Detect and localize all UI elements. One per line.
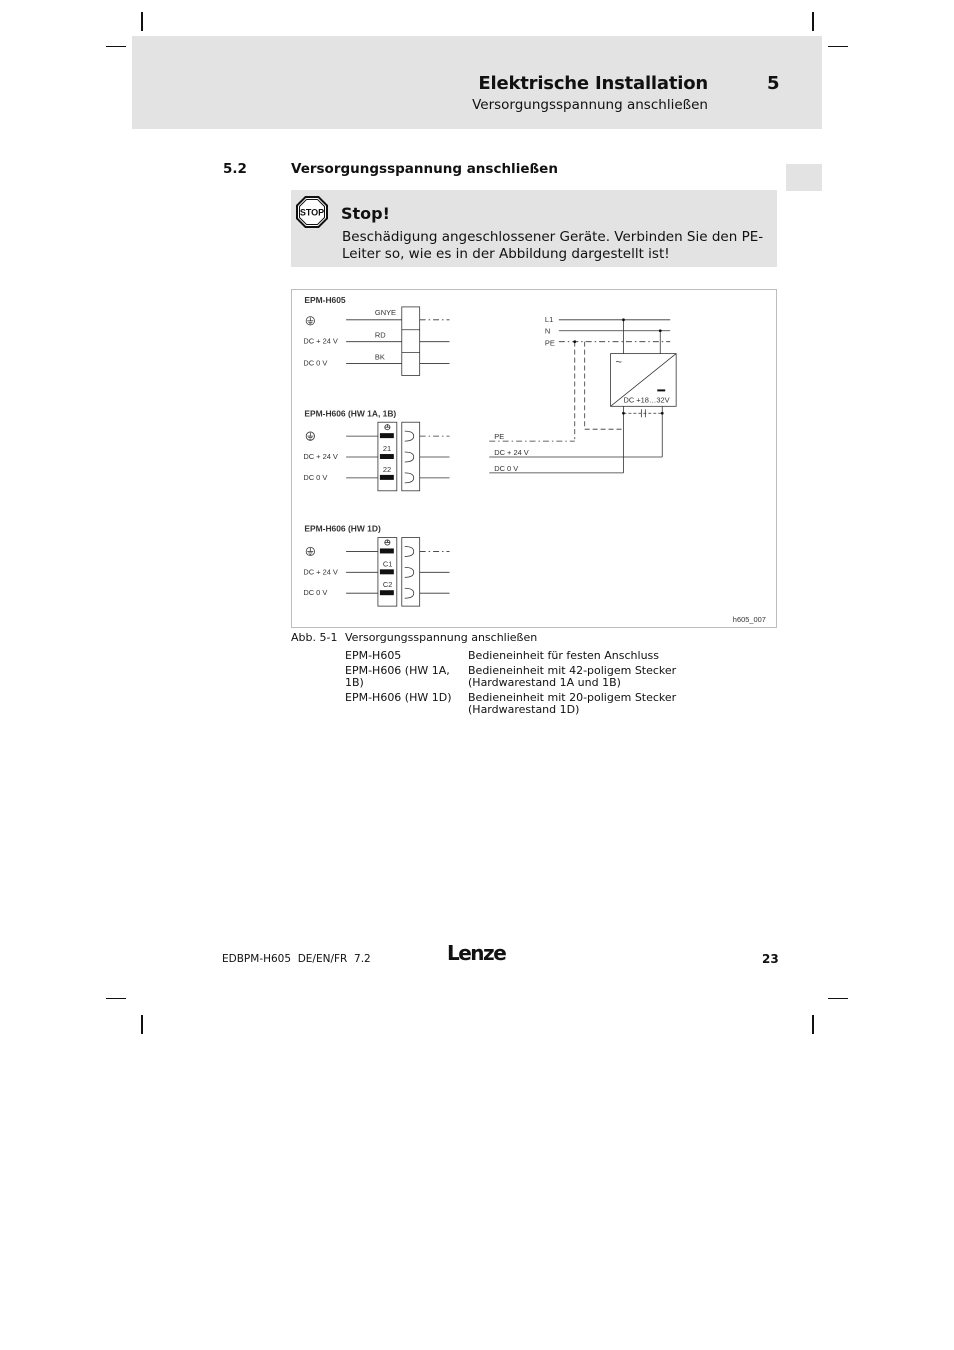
chapter-side-tab <box>786 164 822 191</box>
block2-dc24-label: DC + 24 V <box>303 451 338 461</box>
dc0-output-label: DC 0 V <box>494 463 519 473</box>
block1-dc0-label: DC 0 V <box>303 358 328 368</box>
legend-value: Bedieneinheit mit 42-poligem Stecker (Hardwarestand 1A und 1B) <box>468 664 677 689</box>
chapter-title: Elektrische Installation <box>478 73 708 94</box>
block1-title: EPM-H605 <box>304 294 346 305</box>
pin-22-label: 22 <box>382 464 392 474</box>
n-label: N <box>544 326 551 336</box>
crop-mark <box>828 998 848 999</box>
stop-sign-icon <box>296 196 328 228</box>
crop-mark <box>106 46 126 47</box>
legend-key: EPM-H606 (HW 1A, 1B) <box>345 664 450 689</box>
pin-c2-label: C2 <box>382 580 393 590</box>
ground-icon <box>306 547 314 555</box>
pe-supply-label: PE <box>544 338 555 348</box>
l1-label: L1 <box>544 314 554 324</box>
ground-icon <box>306 432 314 440</box>
page-number: 23 <box>762 952 779 966</box>
section-title: Versorgungsspannung anschließen <box>291 161 558 177</box>
wiring-diagram <box>291 289 777 628</box>
chapter-number: 5 <box>767 73 780 94</box>
figure-caption-text: Versorgungsspannung anschließen <box>345 631 538 644</box>
crop-mark <box>828 46 848 47</box>
legend-row <box>345 665 765 689</box>
block3-dc24-label: DC + 24 V <box>303 567 338 577</box>
figure-legend <box>345 650 765 719</box>
figure-caption-label: Abb. 5-1 <box>291 631 338 644</box>
connector-socket-hw1d <box>402 538 420 607</box>
dc24-output-label: DC + 24 V <box>494 448 529 458</box>
stop-icon-text: STOP <box>299 207 325 218</box>
legend-value: Bedieneinheit mit 20-poligem Stecker (Hardwarestand 1D) <box>468 691 677 716</box>
block2-title: EPM-H606 (HW 1A, 1B) <box>304 408 397 419</box>
crop-mark <box>141 12 143 31</box>
legend-row <box>345 692 765 716</box>
connector-socket-hw1a <box>402 422 420 491</box>
legend-row <box>345 650 765 662</box>
figure-id: h605_007 <box>732 615 766 625</box>
pe-output-label: PE <box>494 432 505 442</box>
footer-doc-id: EDBPM-H605 DE/EN/FR 7.2 <box>222 953 371 965</box>
section-number: 5.2 <box>223 161 247 177</box>
header-band <box>132 36 822 129</box>
block3-title: EPM-H606 (HW 1D) <box>304 523 381 534</box>
legend-value: Bedieneinheit für festen Anschluss <box>468 649 660 662</box>
ground-icon <box>306 317 314 325</box>
crop-mark <box>106 998 126 999</box>
psu-voltage-label: DC +18…32V <box>623 395 670 405</box>
crop-mark <box>141 1015 143 1034</box>
legend-key: EPM-H606 (HW 1D) <box>345 691 452 704</box>
crop-mark <box>812 1015 814 1034</box>
wire-rd-label: RD <box>374 330 386 340</box>
pin-21-label: 21 <box>382 444 392 454</box>
block2-dc0-label: DC 0 V <box>303 472 328 482</box>
wire-bk-label: BK <box>374 352 385 362</box>
stop-title: Stop! <box>341 204 390 223</box>
crop-mark <box>812 12 814 31</box>
block3-dc0-label: DC 0 V <box>303 588 328 598</box>
pin-c1-label: C1 <box>382 559 393 569</box>
terminal-block-h605 <box>402 307 420 376</box>
ac-symbol: ~ <box>615 356 622 369</box>
legend-key: EPM-H605 <box>345 649 402 662</box>
lenze-logo: Lenze <box>447 941 506 965</box>
chapter-subtitle: Versorgungsspannung anschließen <box>472 97 708 113</box>
wire-gnye-label: GNYE <box>374 307 397 317</box>
stop-text: Beschädigung angeschlossener Geräte. Verbinden Sie den PE-Leiter so, wie es in der Abbildung dargestellt ist! <box>342 229 764 262</box>
block1-dc24-label: DC + 24 V <box>303 336 338 346</box>
